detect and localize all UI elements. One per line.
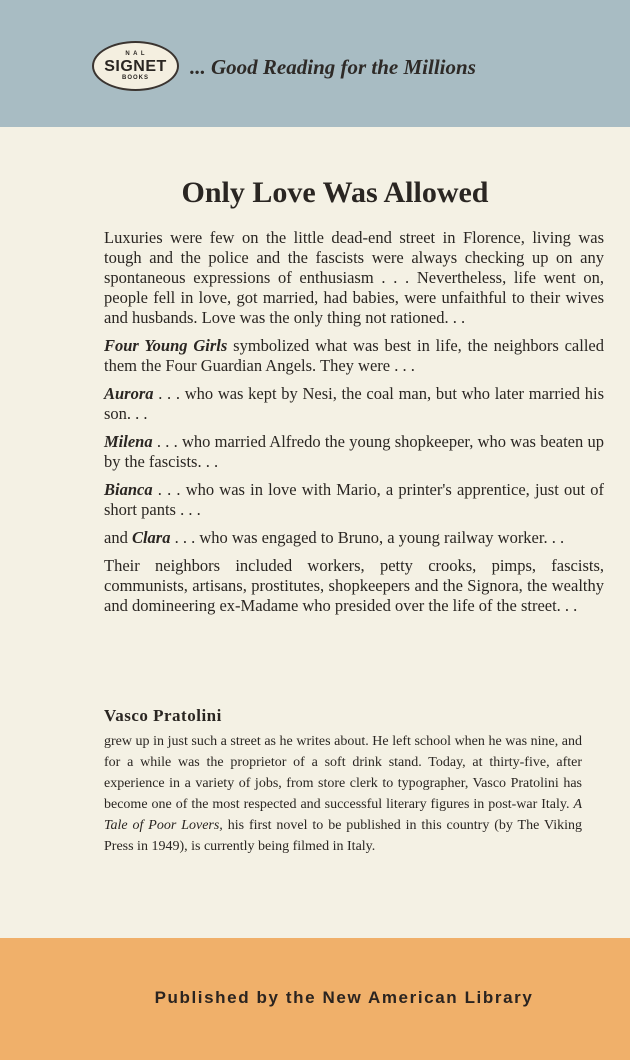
blurb-paragraph bbox=[104, 528, 604, 548]
blurb-paragraph bbox=[104, 384, 604, 424]
blurb-paragraph bbox=[104, 556, 604, 616]
header-band bbox=[0, 0, 630, 127]
blurb-paragraph bbox=[104, 432, 604, 472]
blurb-text: . . . who was engaged to Bruno, a young railway worker. . . bbox=[170, 528, 565, 547]
character-name: Clara bbox=[131, 528, 171, 547]
blurb-paragraph bbox=[104, 336, 604, 376]
blurb-text: . . . who married Alfredo the young shopkeeper, who was beaten up by the fascists. . . bbox=[104, 432, 604, 471]
blurb-text: and bbox=[104, 528, 132, 547]
blurb-emphasis: Four Young Girls bbox=[104, 336, 228, 355]
blurb-paragraph bbox=[104, 480, 604, 520]
logo-main-text: SIGNET bbox=[104, 57, 167, 75]
blurb-text: Luxuries were few on the little dead-end street in Florence, living was tough and the police and the fascists were always checking up on any spontaneous expressions of enthusiasm . . . Nevertheless, life went on, people fell in love, got married, had babies, were unfaithful to their wives and husbands. Love was the only thing not rationed. . . bbox=[104, 228, 604, 327]
bio-text: grew up in just such a street as he writes about. He left school when he was nine, and for a while was the proprietor of a soft drink stand. Today, at thirty-five, after experience in a variety of jobs, from store clerk to typographer, Vasco Pratolini has become one of the most respected and successful literary figures in post-war Italy. bbox=[104, 734, 582, 812]
book-title-reference: A Tale of Poor Lovers, bbox=[104, 797, 582, 833]
blurb-text: Their neighbors included workers, petty crooks, pimps, fascists, communists, artisans, prostitutes, shopkeepers and the Signora, the wealthy and domineering ex-Madame who presided over the life of the street. . . bbox=[104, 556, 604, 615]
blurb bbox=[104, 228, 604, 624]
blurb-text: . . . who was kept by Nesi, the coal man, but who later married his son. . . bbox=[104, 384, 604, 423]
slogan: ... Good Reading for the Millions bbox=[190, 55, 476, 79]
blurb-text: . . . who was in love with Mario, a printer's apprentice, just out of short pants . . . bbox=[104, 480, 604, 519]
character-name: Bianca bbox=[104, 480, 153, 499]
character-name: Milena bbox=[104, 432, 153, 451]
character-name: Aurora bbox=[104, 384, 154, 403]
publisher-line: Published by the New American Library bbox=[154, 988, 534, 1007]
signet-logo bbox=[92, 41, 179, 91]
blurb-paragraph bbox=[104, 228, 604, 328]
author-name: Vasco Pratolini bbox=[104, 706, 222, 725]
blurb-text: symbolized what was best in life, the neighbors called them the Four Guardian Angels. They were . . . bbox=[104, 336, 604, 375]
author-bio bbox=[104, 731, 582, 857]
bio-text: his first novel to be published in this country (by The Viking Press in 1949), is currently being filmed in Italy. bbox=[104, 818, 582, 854]
logo-bottom-text: BOOKS bbox=[121, 74, 149, 81]
book-title: Only Love Was Allowed bbox=[181, 176, 489, 209]
logo-top-text: N A L bbox=[125, 50, 146, 57]
